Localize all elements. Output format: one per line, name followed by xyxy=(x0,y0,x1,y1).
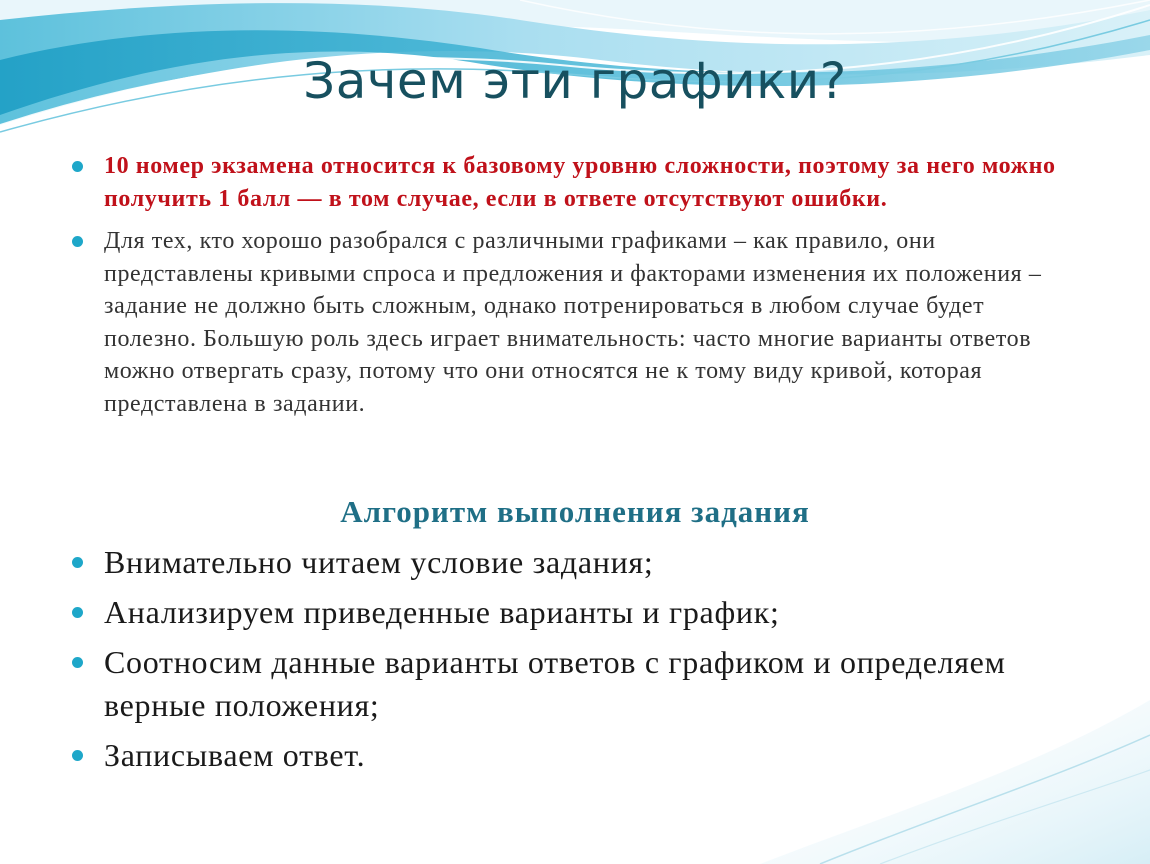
step-text: Анализируем приведенные варианты и график; xyxy=(104,594,780,630)
circle-bullet-icon xyxy=(72,750,83,761)
slide-title: Зачем эти графики? xyxy=(303,52,847,110)
step-text: Соотносим данные варианты ответов с графиком и определяем верные положения; xyxy=(104,644,1006,723)
circle-bullet-icon xyxy=(72,657,83,668)
step-item xyxy=(70,541,1075,584)
algorithm-steps xyxy=(70,541,1075,784)
step-item xyxy=(70,591,1075,634)
list-item xyxy=(70,150,1075,215)
circle-bullet-icon xyxy=(72,236,83,247)
step-item xyxy=(70,641,1075,727)
intro-bullet-text: 10 номер экзамена относится к базовому уровню сложности, поэтому за него можно получить 1 балл — в том случае, если в ответе отсутствуют ошибки. xyxy=(104,153,1056,212)
step-text: Записываем ответ. xyxy=(104,737,366,773)
circle-bullet-icon xyxy=(72,161,83,172)
circle-bullet-icon xyxy=(72,607,83,618)
list-item xyxy=(70,225,1075,420)
step-text: Внимательно читаем условие задания; xyxy=(104,544,654,580)
circle-bullet-icon xyxy=(72,557,83,568)
intro-list xyxy=(70,150,1075,420)
step-item xyxy=(70,734,1075,777)
algorithm-heading: Алгоритм выполнения задания xyxy=(340,494,810,529)
intro-bullet-text: Для тех, кто хорошо разобрался с различными графиками – как правило, они представлены кривыми спроса и предложения и факторами изменения их положения – задание не должно быть сложным, однако потренироваться в любом случае будет полезно. Большую роль здесь играет внимательность: часто многие варианты ответов можно отвергать сразу, потому что они относятся не к тому виду кривой, которая представлена в задании. xyxy=(104,228,1042,417)
